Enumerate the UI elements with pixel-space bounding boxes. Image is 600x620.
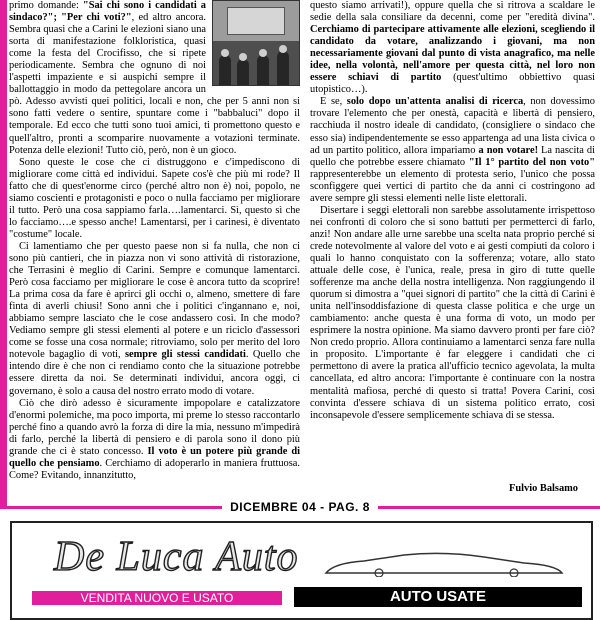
car-silhouette-icon — [324, 549, 564, 577]
left-paragraph-4: Ciò che dirò adesso è sicuramente impopolare e catalizzatore d'enormi polemiche, ma poco importa, mi preme lo stesso raccontarlo perché fino a quando avrò la forza di dire la mia, nessuno m'impedirà di farlo, perché la libertà di pensiero e di parola sono il dono più grande che ci è stato concesso. Il voto è un potere più grande di quello che pensiamo. Cerchiamo di adoperarlo in maniera fruttuosa. Come? Evitando, innanzitutto, — [9, 397, 300, 481]
ad-sales-banner: VENDITA NUOVO E USATO — [32, 591, 282, 605]
advertisement-box — [10, 521, 593, 620]
left-paragraph-1: primo domande: "Sai chi sono i candidati a sindaco?"; "Per chi voti?", ed altro ancora. Sembra quasi che a Carini le elezioni siano una sorta di manifestazione folkloristica, quasi come la festa del Crocifisso, che si ripete periodicamente. Sembra che ognuno di noi l'aspetti impaziente e si auspichi sempre il ballottaggio in modo da pettegolare ancora un pò. Adesso avvisti quei politici, locali e non, che per 5 anni non si sono fatti vedere o sentire, spuntare come i "babbaluci" dopo il temporale. Ed ecco che tutti sono tuoi amici, ti promettono questo e quell'altro, pronti a scomparire nuovamente a votazioni terminate. Potenza delle elezioni! Tutto ciò, però, non è un gioco. — [9, 0, 300, 156]
council-hall-photo — [212, 0, 300, 86]
article-column-left — [9, 0, 300, 482]
right-paragraph-1: questo siamo arrivati!), oppure quella che si ritrova a scaldare le sedie della sala consiliare da decenni, come per "eredità divina". Cerchiamo di partecipare attivamente alle elezioni, scegliendo il candidato da votare, analizzando i giovani, ma non necessariamente giovani dal punto di vista anagrafico, ma nelle idee, nella volontà, nell'amore per questa città, nel loro non essere schiavi di partito (quest'ultimo obbiettivo quasi utopistico…). — [310, 0, 596, 96]
right-paragraph-2: E se, solo dopo un'attenta analisi di ricerca, non dovessimo trovare l'elemento che per onestà, capacità e libertà di pensiero, racchiuda il nostro ideale di candidato, (consigliere o sindaco che esso sia) indipendentemente se esso appartenga ad una lista civica o ad un partito politico, allora impariamo a non votare! La nascita di quello che potrebbe essere chiamato "Il 1° partito del non voto" rappresenterebbe un elemento di protesta serio, l'unico che possa sconfiggere quei vertici di partito che da anni ci costringono ad avere sempre gli stessi elementi nelle liste elettorali. — [310, 96, 595, 204]
footer-date-page: DICEMBRE 04 - PAG. 8 — [222, 500, 378, 514]
left-paragraph-3: Ci lamentiamo che per questo paese non si fa nulla, che non ci sono più cantieri, che in piazza non vi sono attività di ristorazione, che Terrasini è meglio di Carini. Sempre e comunque lamentarci. Però cosa facciamo per migliorare le cose è ancora tutto da scoprire! La prima cosa da fare è aprirci gli occhi o, almeno, smettere di fare finta di averli chiusi! Sono anni che i politici c'ingannano e, noi, abbiamo sempre lasciato che le cose andassero così. In che modo? Vediamo sempre gli stessi elementi al potere e un riciclo d'assessori come se fosse una cosa normale; ritroviamo, solo per merito del loro notevole bagaglio di voti, sempre gli stessi candidati. Quello che intendo dire è che non ci rendiamo conto che la situazione potrebbe essere diretta da noi. Se determinati individui, ancora oggi, ci governano, è solo a causa del nostro errato modo di votare. — [9, 240, 300, 397]
article-column-right — [310, 0, 595, 422]
page-footer — [0, 500, 600, 514]
ad-brand-logo: De Luca Auto — [54, 534, 299, 580]
left-paragraph-2: Sono queste le cose che ci distruggono e c'impediscono di migliorare come città ed individui. Sapete cos'è che più mi rode? Il fatto che di quest'enorme circo (perché altro non è) noi, popolo, ne siamo coscienti e protagonisti e poco o nulla facciamo per migliorare il tutto. Però una cosa sappiamo farla….lamentarci. Sì, questo sì che lo facciamo….e spesso anche! Lamentarsi, per i carinesi, è diventato "costume" locale. — [9, 156, 300, 240]
author-signature: Fulvio Balsamo — [509, 483, 578, 494]
ad-used-cars-banner: AUTO USATE — [294, 587, 582, 607]
right-paragraph-3: Disertare i seggi elettorali non sarebbe assolutamente irrispettoso nei confronti di coloro che si sono battuti per permetterci di farlo, anzi! Non andare alle urne sarebbe una scelta nata proprio perché si crede notevolmente al valore del voto e ai gesti compiuti da coloro i quali lo hanno conquistato con la sofferenza; votare, allo stato attuale delle cose, è l'unica, reale, presa in giro di tutte quelle sofferenze ma anche della nostra intelligenza. Non raggiungendo il quorum si dimostra a "quei signori di partito" che la città di Carini è unita nell'insoddisfazione di questa classe politica e che urge un cambiamento: anche questa è una forma di voto, un modo per esprimere la nostra opinione. Ma siamo davvero pronti per fare ciò? Non credo proprio. Allora continuiamo a lamentarci senza fare nulla in proposito. L'importante è far eleggere i candidati che ci permettono di avere la pratica all'ufficio tecnico agevolata, la multa cancellata, ed altro ancora: l'importante è continuare con la nostra mentalità mafiosa, perché di questo si tratta! Povera Carini, così convinta d'essere schiava di un sistema politico errato, così inconsapevole d'essere semplicemente schiava di se stessa. — [310, 204, 595, 421]
article-body — [7, 0, 600, 506]
page-margin-bar — [0, 0, 7, 506]
